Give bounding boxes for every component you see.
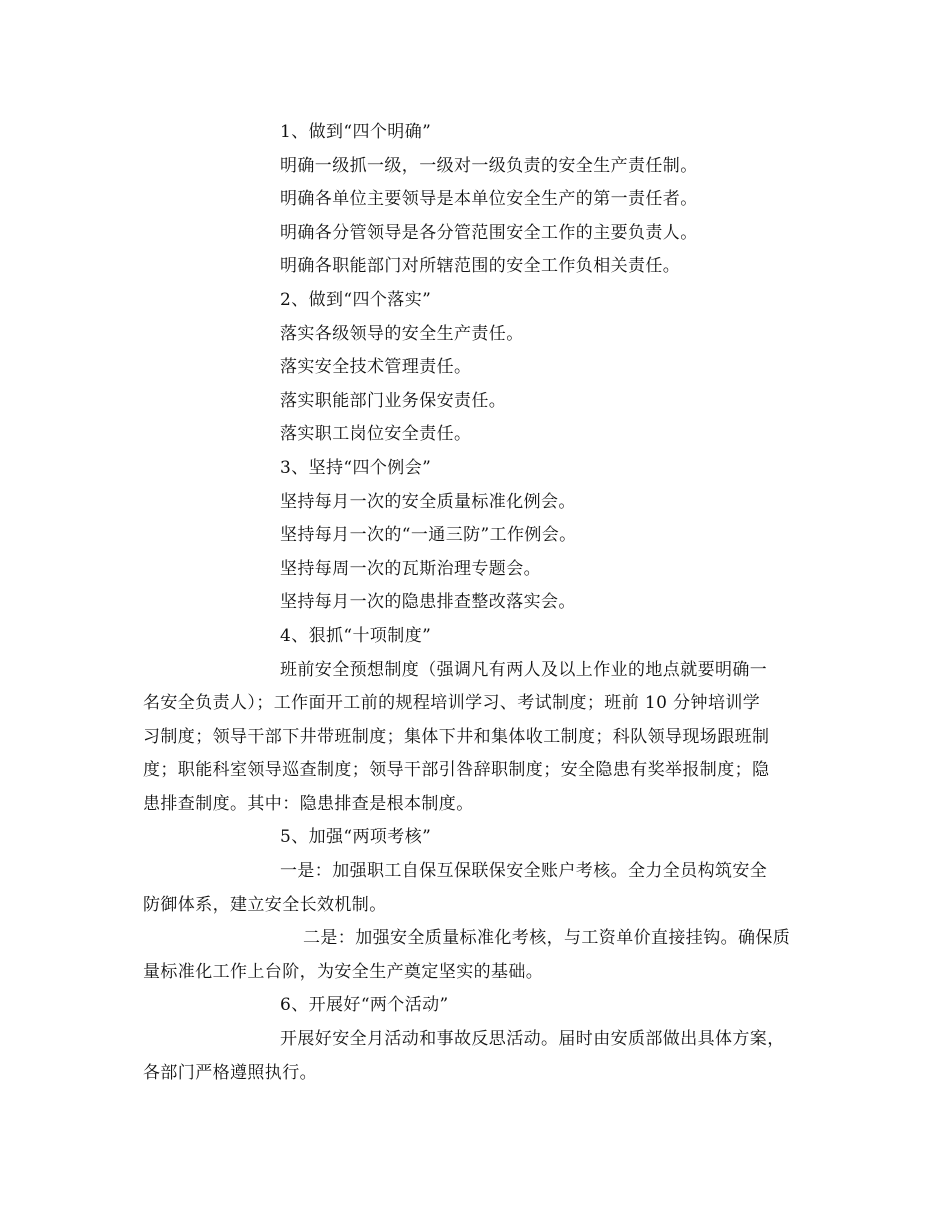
document-body: [143, 116, 813, 1090]
list-item: 明确各职能部门对所辖范围的安全工作负相关责任。: [280, 256, 681, 277]
paragraph-line: 班前安全预想制度（强调凡有两人及以上作业的地点就要明确一: [280, 659, 768, 680]
list-item: 落实职能部门业务保安责任。: [280, 390, 507, 411]
paragraph-line: 度；职能科室领导巡查制度；领导干部引咎辞职制度；安全隐患有奖举报制度；隐: [143, 760, 770, 781]
paragraph-assessment-1: [143, 855, 813, 922]
section-heading-5: 5、加强“两项考核”: [280, 827, 432, 848]
paragraph-activities: [143, 1023, 813, 1090]
list-item: 落实各级领导的安全生产责任。: [280, 323, 524, 344]
list-item: 坚持每周一次的瓦斯治理专题会。: [280, 558, 541, 579]
paragraph-ten-systems: [143, 654, 813, 822]
list-item: 坚持每月一次的“一通三防”工作例会。: [280, 525, 577, 546]
list-item: 明确一级抓一级，一级对一级负责的安全生产责任制。: [280, 155, 698, 176]
section-heading-6: 6、开展好“两个活动”: [280, 995, 449, 1016]
paragraph-line: 患排查制度。其中：隐患排查是根本制度。: [143, 793, 474, 814]
paragraph-line: 开展好安全月活动和事故反思活动。届时由安质部做出具体方案，: [280, 1029, 785, 1050]
paragraph-line: 防御体系，建立安全长效机制。: [143, 894, 387, 915]
paragraph-line: 名安全负责人）；工作面开工前的规程培训学习、考试制度；班前 10 分钟培训学: [143, 693, 761, 714]
list-item: 明确各单位主要领导是本单位安全生产的第一责任者。: [280, 189, 698, 210]
list-item: 明确各分管领导是各分管范围安全工作的主要负责人。: [280, 222, 698, 243]
paragraph-line: 一是：加强职工自保互保联保安全账户考核。全力全员构筑安全: [280, 861, 768, 882]
paragraph-line: 习制度；领导干部下井带班制度；集体下井和集体收工制度；科队领导现场跟班制: [143, 726, 770, 747]
paragraph-line: 量标准化工作上台阶，为安全生产奠定坚实的基础。: [143, 961, 544, 982]
section-heading-4: 4、狠抓“十项制度”: [280, 625, 432, 646]
section-heading-2: 2、做到“四个落实”: [280, 289, 432, 310]
section-heading-1: 1、做到“四个明确”: [280, 122, 432, 142]
list-item: 坚持每月一次的安全质量标准化例会。: [280, 491, 576, 512]
list-item: 落实安全技术管理责任。: [280, 357, 472, 378]
paragraph-line: 二是：加强安全质量标准化考核，与工资单价直接挂钩。确保质: [303, 928, 791, 949]
list-item: 坚持每月一次的隐患排查整改落实会。: [280, 592, 576, 613]
section-heading-3: 3、坚持“四个例会”: [280, 457, 432, 478]
paragraph-assessment-2: [143, 922, 813, 989]
paragraph-line: 各部门严格遵照执行。: [143, 1062, 317, 1083]
list-item: 落实职工岗位安全责任。: [280, 424, 472, 445]
